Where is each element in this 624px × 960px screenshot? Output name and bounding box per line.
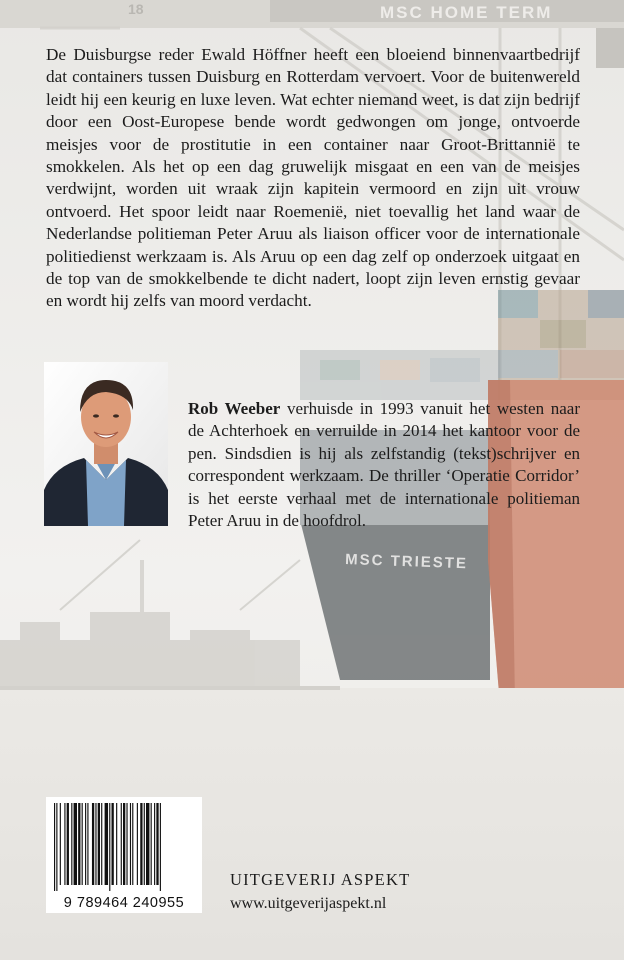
author-photo xyxy=(44,362,168,526)
barcode-bars xyxy=(52,803,196,891)
author-bio xyxy=(188,398,580,532)
barcode-bar xyxy=(92,803,94,885)
barcode-bar xyxy=(71,803,72,885)
blurb-text: De Duisburgse reder Ewald Höffner heeft een bloeiend binnenvaartbedrijf dat containers tussen Duisburg en Rotterdam vervoert. Voor de buitenwereld leidt hij een keurig en luxe leven. Wat echter niemand weet, is dat zijn bedrijf door een Oost-Europese bende wordt gedwongen om jonge, ontvoerde meisjes voor de prostitutie in een container naar Groot-Brittannië te smokkelen. Als het op een dag gruwelijk misgaat en een van de meisjes verdwijnt, worden uit wraak zijn kapitein vermoord en zijn uit vrouw ontvoerd. Het spoor leidt naar Roemenië, niet toevallig het land waar de Nederlandse politieman Peter Aruu als liaison officer voor de internationale politiedienst werkzaam is. Als Aruu op een dag zelf op onderzoek uitgaat en de top van de smokkelbende te dicht nadert, loopt zijn leven ernstig gevaar en wordt hij zelfs van moord verdacht. xyxy=(46,45,580,311)
author-portrait-icon xyxy=(44,362,168,526)
ship-name: MSC TRIESTE xyxy=(344,551,469,573)
barcode-bar xyxy=(101,803,102,885)
barcode-bar xyxy=(116,803,117,885)
barcode-bar xyxy=(95,803,96,885)
barcode-bar xyxy=(105,803,108,885)
author-name: Rob Weeber xyxy=(188,399,281,418)
barcode-bar xyxy=(137,803,138,885)
barcode-bar xyxy=(154,803,155,885)
barcode-bar xyxy=(87,803,88,885)
barcode-bar xyxy=(98,803,100,885)
barcode-bar xyxy=(156,803,158,885)
terminal-sign: MSC HOME TERM xyxy=(380,3,553,22)
barcode-bar xyxy=(126,803,127,885)
barcode-bar xyxy=(78,803,80,885)
barcode-bar xyxy=(123,803,125,885)
barcode-bar xyxy=(146,803,149,885)
barcode-bar xyxy=(151,803,152,885)
barcode-bar xyxy=(130,803,131,885)
publisher-name: UITGEVERIJ ASPEKT xyxy=(230,870,411,889)
barcode-bar xyxy=(144,803,145,885)
barcode-bar xyxy=(140,803,142,885)
barcode-bar xyxy=(85,803,86,885)
barcode-bar xyxy=(64,803,65,885)
barcode-bar xyxy=(109,803,110,891)
barcode-bar xyxy=(112,803,114,885)
isbn-number: 9 789464 240955 xyxy=(63,895,185,911)
barcode-bar xyxy=(121,803,122,885)
barcode-bar xyxy=(56,803,57,891)
barcode-bar xyxy=(74,803,77,885)
publisher-website: www.uitgeverijaspekt.nl xyxy=(230,895,387,912)
barcode-bar xyxy=(67,803,69,885)
barcode-bar xyxy=(132,803,133,885)
barcode-bar xyxy=(54,803,55,891)
barcode-bar xyxy=(60,803,61,885)
isbn-barcode xyxy=(46,797,202,913)
barcode-bar xyxy=(160,803,161,891)
barcode-bar xyxy=(82,803,83,885)
author-bio-text: verhuisde in 1993 vanuit het westen naar de Achterhoek en verruilde in 2014 het kantoor voor de pen. Sindsdien is hij als zelfstandig (tekst)schrijver en correspondent werkzaam. De thriller ‘Operatie Corridor’ is het eerste verhaal met de internationale politieman Peter Aruu in de hoofdrol. xyxy=(188,399,580,531)
crane-number: 18 xyxy=(128,1,144,17)
